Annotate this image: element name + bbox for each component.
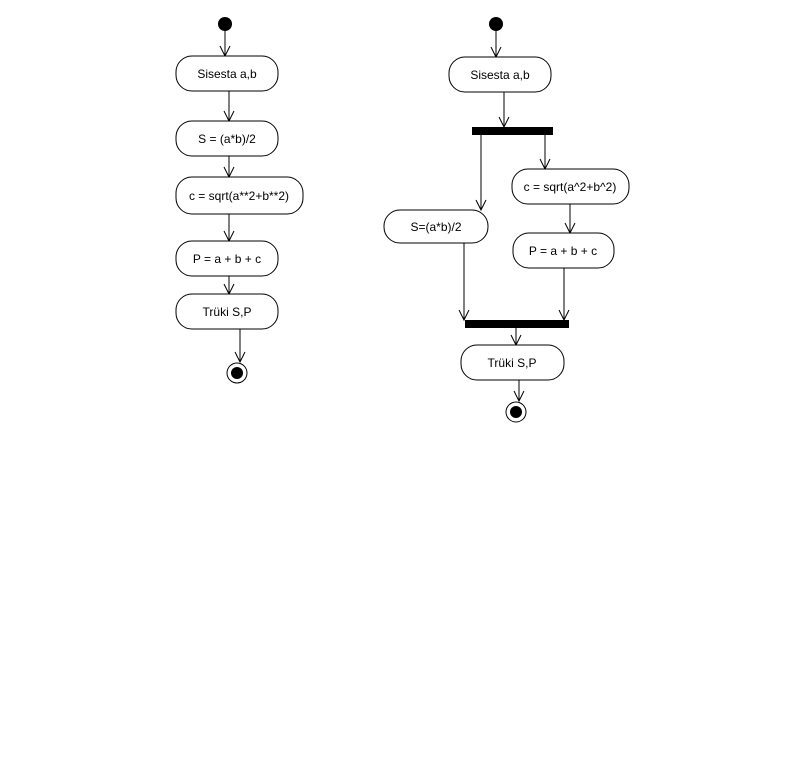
right-fork-bar <box>472 127 553 135</box>
left-end-node <box>227 363 247 383</box>
right-node-area[interactable] <box>384 210 488 243</box>
left-node-output[interactable] <box>176 294 278 329</box>
left-node-perimeter[interactable] <box>176 241 278 276</box>
left-edge-input-to-area <box>224 91 234 121</box>
right-edge-fork-to-area <box>476 135 486 210</box>
right-edge-join-to-output <box>511 328 521 345</box>
left-node-hypotenuse[interactable] <box>176 177 303 214</box>
right-node-input-label: Sisesta a,b <box>470 68 530 82</box>
left-edge-output-to-end <box>235 329 245 362</box>
left-start-node <box>218 17 232 31</box>
left-node-area[interactable] <box>176 121 278 156</box>
right-node-perimeter-label: P = a + b + c <box>528 244 598 258</box>
left-node-input[interactable] <box>176 56 278 91</box>
right-node-output[interactable] <box>461 345 564 380</box>
right-node-area-label: S=(a*b)/2 <box>410 220 462 234</box>
right-node-hypotenuse[interactable] <box>512 169 629 204</box>
left-edge-hypotenuse-to-perimeter <box>224 214 234 241</box>
right-node-input[interactable] <box>449 57 551 92</box>
left-edge-perimeter-to-output <box>224 276 234 294</box>
right-edge-perimeter-to-join <box>559 268 569 320</box>
left-activity-diagram <box>176 17 303 383</box>
right-edge-output-to-end <box>514 380 524 401</box>
right-edge-input-to-fork <box>499 92 509 127</box>
left-node-input-label: Sisesta a,b <box>197 67 257 81</box>
left-node-hypotenuse-label: c = sqrt(a**2+b**2) <box>188 189 290 203</box>
right-end-node <box>506 402 526 422</box>
right-node-output-label: Trüki S,P <box>487 356 537 370</box>
left-node-perimeter-label: P = a + b + c <box>192 252 262 266</box>
right-activity-diagram <box>384 17 629 422</box>
left-node-output-label: Trüki S,P <box>202 305 252 319</box>
left-node-area-label: S = (a*b)/2 <box>198 132 256 146</box>
right-start-node <box>489 17 503 31</box>
right-node-perimeter[interactable] <box>513 233 614 268</box>
left-edge-start-to-input <box>220 31 230 56</box>
left-edge-area-to-hypotenuse <box>224 156 234 177</box>
right-edge-start-to-input <box>491 31 501 57</box>
right-node-hypotenuse-label: c = sqrt(a^2+b^2) <box>523 180 617 194</box>
right-join-bar <box>465 320 569 328</box>
right-edge-fork-to-hypotenuse <box>540 135 550 169</box>
right-edge-hypotenuse-to-perimeter <box>565 204 575 233</box>
right-edge-area-to-join <box>459 243 469 320</box>
